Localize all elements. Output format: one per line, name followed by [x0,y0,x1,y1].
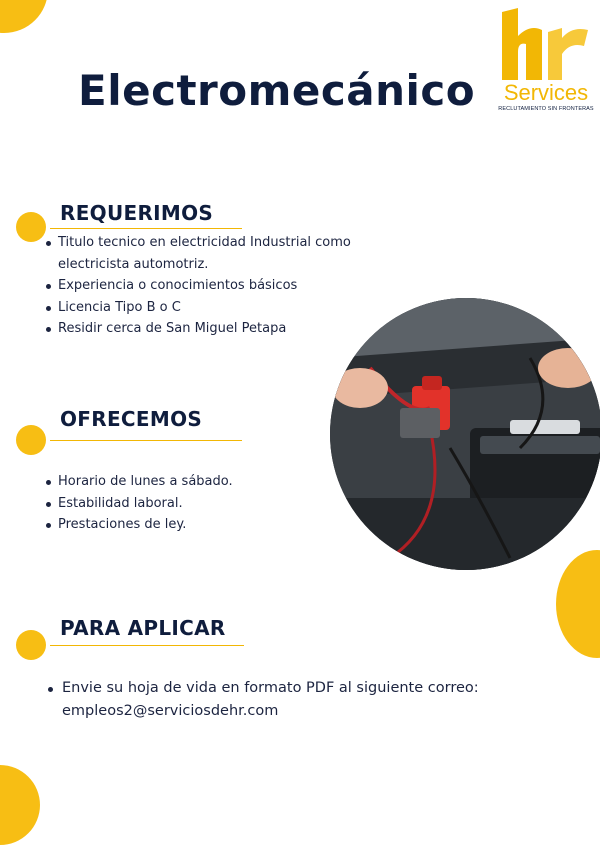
decorative-circle-top-left [0,0,48,33]
section-underline [50,440,242,441]
list-item: Estabilidad laboral. [46,493,306,515]
hr-logo-icon [496,8,596,82]
section-dot [16,630,46,660]
list-item: Licencia Tipo B o C [46,297,376,319]
aplicar-list [48,677,518,723]
logo-wordmark: Services [503,80,589,105]
list-item: Residir cerca de San Miguel Petapa [46,318,376,340]
car-battery-illustration [330,298,600,570]
section-underline [50,228,242,229]
decorative-circle-right [556,550,600,658]
list-item: Titulo tecnico en electricidad Industrial como electricista automotriz. [46,232,376,275]
hr-services-logo [496,8,596,118]
requerimos-list [46,232,376,340]
section-dot [16,425,46,455]
section-underline [50,645,244,646]
ofrecemos-heading: OFRECEMOS [60,407,203,431]
section-dot [16,212,46,242]
list-item: Horario de lunes a sábado. [46,471,306,493]
logo-tagline: RECLUTAMIENTO SIN FRONTERAS [498,106,594,112]
aplicar-heading: PARA APLICAR [60,616,226,640]
page-title: Electromecánico [78,66,476,115]
mechanic-battery-photo [330,298,600,570]
list-item: Envie su hoja de vida en formato PDF al siguiente correo: empleos2@serviciosdehr.com [48,677,518,723]
decorative-circle-bottom-left [0,765,40,845]
list-item: Prestaciones de ley. [46,514,306,536]
list-item: Experiencia o conocimientos básicos [46,275,376,297]
ofrecemos-list [46,471,306,536]
requerimos-heading: REQUERIMOS [60,201,214,225]
